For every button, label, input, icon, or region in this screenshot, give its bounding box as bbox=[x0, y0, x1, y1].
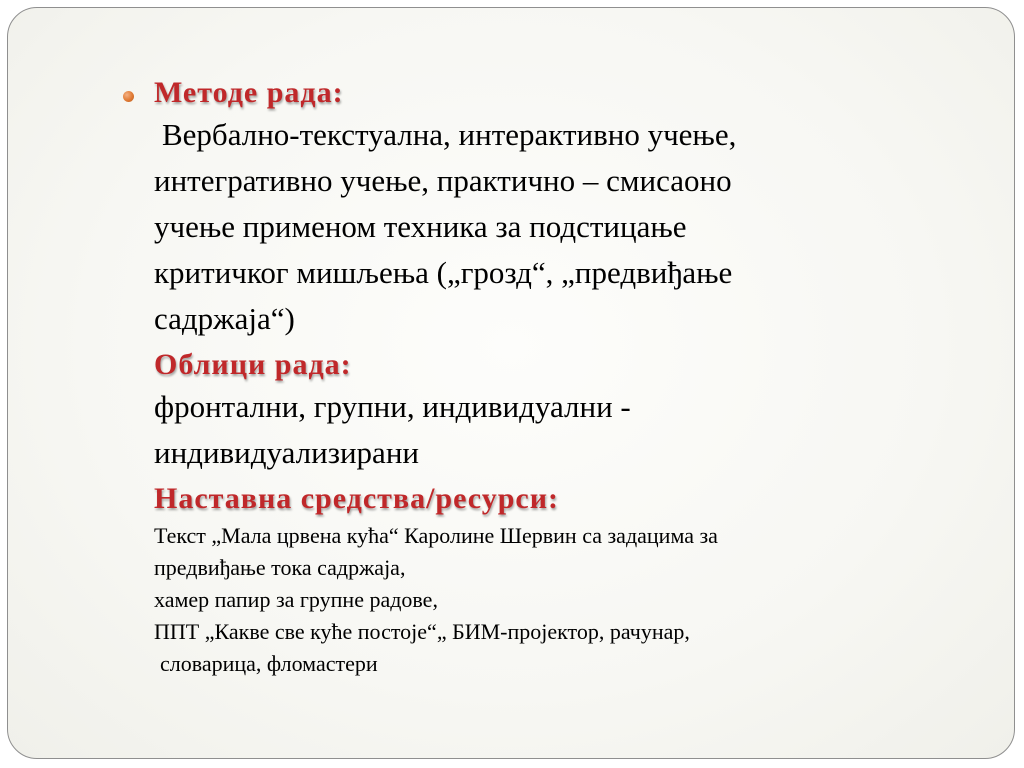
resources-line: Текст „Мала црвена кућа“ Каролине Шервин са задацима за bbox=[154, 523, 718, 548]
methods-text bbox=[154, 112, 954, 342]
bullet-icon bbox=[123, 91, 134, 102]
methods-line: садржаја“) bbox=[154, 301, 295, 336]
forms-line: индивидуализирани bbox=[154, 435, 419, 470]
methods-line: критичког мишљења („грозд“, „предвиђање bbox=[154, 255, 733, 290]
slide-content bbox=[154, 74, 954, 680]
resources-line: словарица, фломастери bbox=[160, 651, 378, 676]
heading-methods: Методе рада: bbox=[154, 76, 344, 109]
slide bbox=[7, 7, 1015, 759]
methods-line: Вербално-текстуална, интерактивно учење, bbox=[162, 117, 737, 152]
resources-text bbox=[154, 520, 954, 680]
heading-forms: Облици рада: bbox=[154, 348, 352, 381]
resources-line: ППТ „Какве све куће постоје“„ БИМ-пројектор, рачунар, bbox=[154, 619, 690, 644]
heading-resources: Наставна средства/ресурси: bbox=[154, 482, 559, 515]
resources-line: предвиђање тока садржаја, bbox=[154, 555, 406, 580]
forms-line: фронтални, групни, индивидуални - bbox=[154, 389, 631, 424]
methods-line: интегративно учење, практично – смисаоно bbox=[154, 163, 732, 198]
resources-line: хамер папир за групне радове, bbox=[154, 587, 438, 612]
methods-line: учење применом техника за подстицање bbox=[154, 209, 687, 244]
forms-text bbox=[154, 384, 954, 476]
